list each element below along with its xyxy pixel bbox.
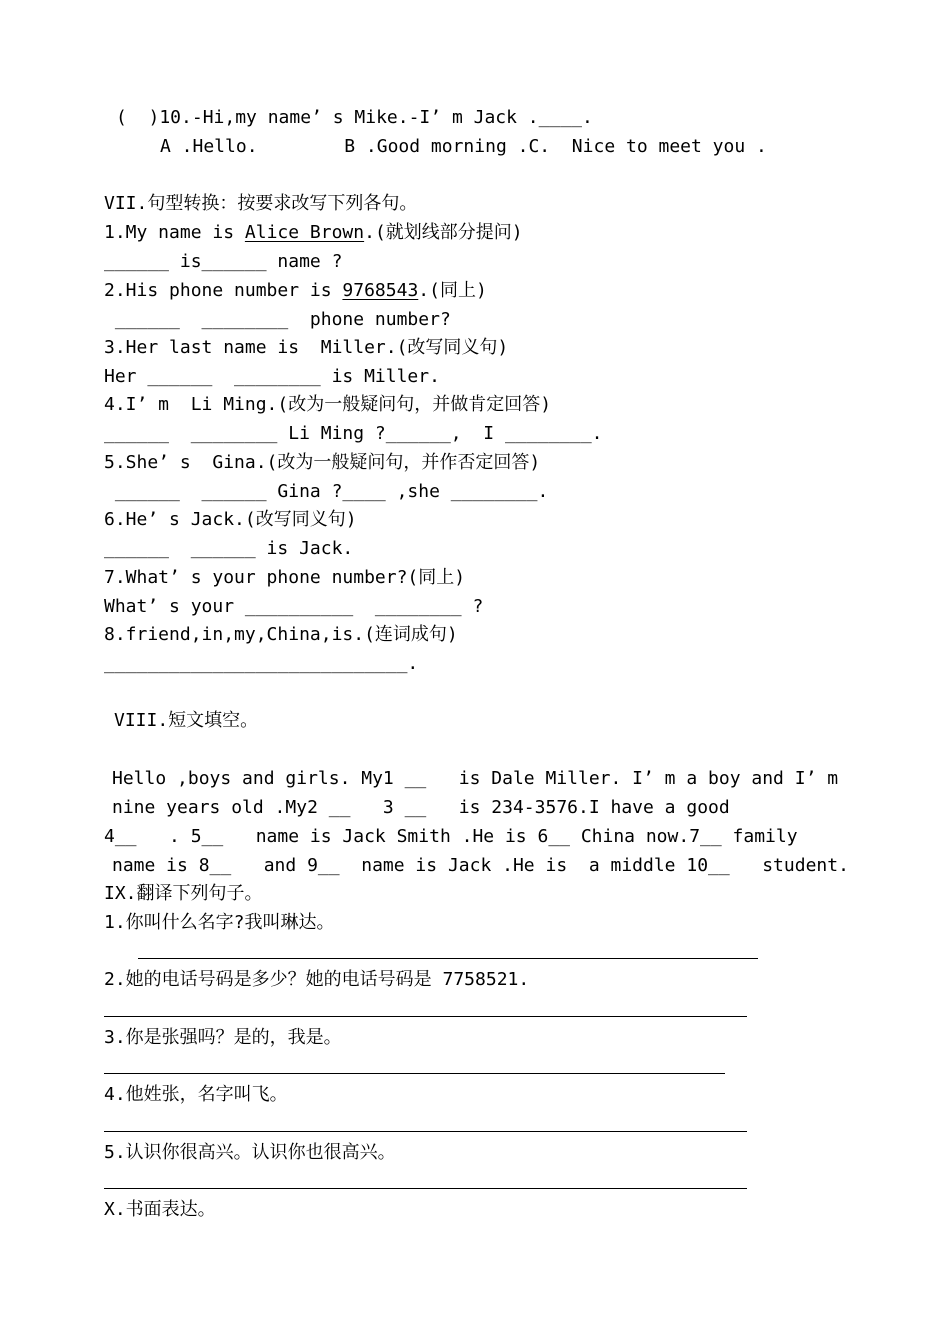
s7-item3-answer: Her ______ ________ is Miller. bbox=[104, 366, 440, 387]
s7-item4-answer: ______ ________ Li Ming ?______, I ________. bbox=[104, 423, 603, 444]
s8-passage-line-2: nine years old .My2 __ 3 __ is 234-3576.I have a good bbox=[112, 797, 730, 818]
s7-item1-question: 1.My name is Alice Brown.(就划线部分提问) bbox=[104, 222, 523, 243]
s8-passage-line-1: Hello ,boys and girls. My1 __ is Dale Miller. I’ m a boy and I’ m bbox=[112, 768, 839, 789]
s7-item8-answer: ____________________________. bbox=[104, 653, 419, 674]
s7-item4-question: 4.I’ m Li Ming.(改为一般疑问句，并做肯定回答) bbox=[104, 394, 552, 415]
answer-line bbox=[104, 1073, 725, 1074]
section8-heading: VIII.短文填空。 bbox=[114, 710, 259, 731]
underlined-phrase: Alice Brown bbox=[244, 222, 365, 243]
s8-passage-line-4: name is 8__ and 9__ name is Jack .He is a middle 10__ student. bbox=[112, 855, 849, 876]
s7-item1-answer: ______ is______ name ? bbox=[104, 251, 343, 272]
q10-options: A .Hello. B .Good morning .C. Nice to meet you . bbox=[160, 136, 767, 157]
section9-heading: IX.翻译下列句子。 bbox=[104, 883, 263, 904]
s9-item4: 4.他姓张，名字叫飞。 bbox=[104, 1084, 288, 1105]
s7-item2-question: 2.His phone number is 9768543.(同上) bbox=[104, 280, 487, 301]
q10-stem: ( )10.-Hi,my name’ s Mike.-I’ m Jack .____. bbox=[116, 107, 593, 128]
s9-item2: 2.她的电话号码是多少？她的电话号码是 7758521. bbox=[104, 969, 530, 990]
underlined-number: 9768543 bbox=[342, 280, 419, 301]
section10-heading: X.书面表达。 bbox=[104, 1199, 216, 1220]
s7-item3-question: 3.Her last name is Miller.(改写同义句) bbox=[104, 337, 509, 358]
s8-passage-line-3: 4__ . 5__ name is Jack Smith .He is 6__ China now.7__ family bbox=[104, 826, 798, 847]
answer-line bbox=[104, 1016, 747, 1017]
s9-item5: 5.认识你很高兴。认识你也很高兴。 bbox=[104, 1142, 396, 1163]
answer-line bbox=[138, 958, 758, 959]
s7-item8-question: 8.friend,in,my,China,is.(连词成句) bbox=[104, 624, 458, 645]
s7-item6-question: 6.He’ s Jack.(改写同义句) bbox=[104, 509, 357, 530]
s7-item2-answer: ______ ________ phone number? bbox=[104, 309, 451, 330]
s7-item6-answer: ______ ______ is Jack. bbox=[104, 538, 354, 559]
answer-line bbox=[104, 1131, 747, 1132]
s7-item7-answer: What’ s your __________ ________ ? bbox=[104, 596, 484, 617]
s7-item5-question: 5.She’ s Gina.(改为一般疑问句，并作否定回答) bbox=[104, 452, 541, 473]
s7-item7-question: 7.What’ s your phone number?(同上) bbox=[104, 567, 466, 588]
s9-item3: 3.你是张强吗？是的，我是。 bbox=[104, 1027, 342, 1048]
section7-heading: VII.句型转换：按要求改写下列各句。 bbox=[104, 193, 418, 214]
answer-line bbox=[104, 1188, 747, 1189]
s9-item1: 1.你叫什么名字?我叫琳达。 bbox=[104, 912, 335, 933]
s7-item5-answer: ______ ______ Gina ?____ ,she ________. bbox=[104, 481, 549, 502]
